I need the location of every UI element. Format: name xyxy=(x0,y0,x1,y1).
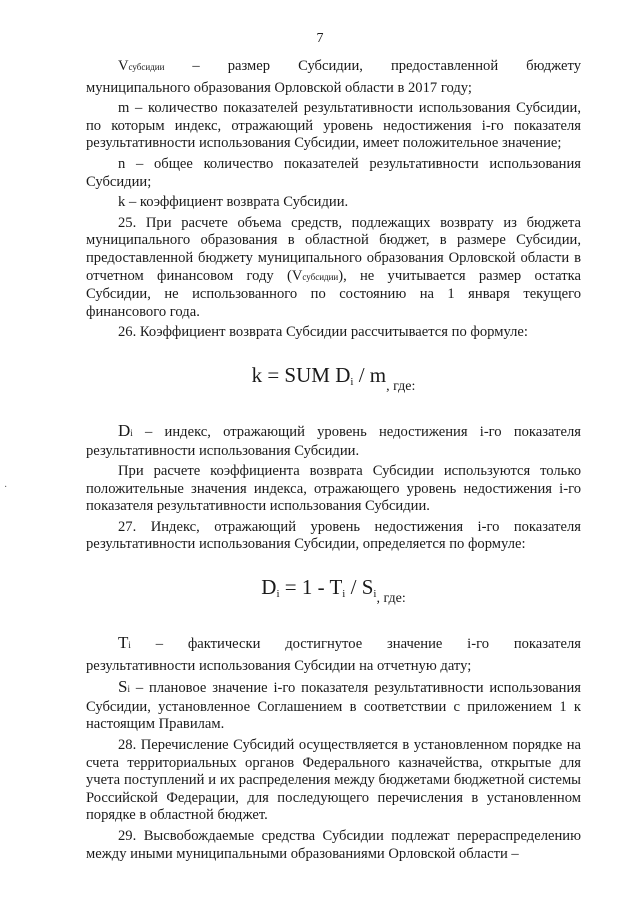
symbol-t-subscript: i xyxy=(128,640,131,651)
paragraph-positive-values: При расчете коэффициента возврата Субсидии используются только положительные значения индекса, отражающего уровень недостижения i-го показателя результативности использования Субсидии. xyxy=(86,463,581,515)
symbol-n: n xyxy=(118,155,126,172)
paragraph-25-subscript: субсидии xyxy=(302,271,339,282)
symbol-s-subscript: i xyxy=(127,684,130,695)
paragraph-25-before: 25. При расчете объема средств, подлежащих возврату из бюджета муниципального образования в областной бюджет, в размере Субсидии, предоставленной бюджету муниципального образования Орловской области в отчетном финансовом году (V xyxy=(86,214,581,284)
definition-di-text: – индекс, отражающий уровень недостижения i-го показателя результативности использования Субсидии. xyxy=(86,423,581,459)
definition-k xyxy=(86,194,581,212)
formula2-s-index: i xyxy=(373,588,377,601)
definition-v-text: – размер Субсидии, предоставленной бюджету xyxy=(192,58,581,74)
formula2-slash: / S xyxy=(345,575,374,600)
definition-m-text: – количество показателей результативности использования Субсидии, по которым индекс, отражающий уровень недостижения i-го показателя результативности использования Субсидии, имеет положительное значение; xyxy=(86,100,581,152)
formula1-index: i xyxy=(350,375,354,388)
page-number: 7 xyxy=(316,31,324,46)
definition-k-text: – коэффициент возврата Субсидии. xyxy=(128,194,349,211)
definition-n-text: – общее количество показателей результативности использования Субсидии; xyxy=(86,155,581,190)
formula-return-coefficient xyxy=(86,362,581,400)
definition-n xyxy=(86,156,581,191)
definition-ti-rest: результативности использования Субсидии на отчетную дату; xyxy=(86,657,472,674)
symbol-k: k xyxy=(118,194,126,211)
paragraph-25 xyxy=(86,215,581,322)
paragraph-28: 28. Перечисление Субсидий осуществляется в установленном порядке на счета территориальных органов Федерального казначейства, открытые для учета поступлений и их распределения между бюджетами бюджетной системы Российской Федерации, для последующего перечисления в установленном порядке в областной бюджет. xyxy=(86,737,581,824)
symbol-t: T xyxy=(118,633,129,653)
formula-index xyxy=(86,574,581,612)
symbol-s: S xyxy=(118,677,128,697)
formula2-t-index: i xyxy=(342,588,346,601)
formula2-mid: = 1 - T xyxy=(279,575,343,600)
paragraph-26: 26. Коэффициент возврата Субсидии рассчитывается по формуле: xyxy=(118,324,528,341)
definition-si-text: – плановое значение i-го показателя результативности использования Субсидии, установленное Соглашением в соответствии с приложением 1 к настоящим Правилам. xyxy=(86,680,581,733)
symbol-d: D xyxy=(118,420,131,440)
formula2-d: D xyxy=(261,575,277,600)
formula1-suffix: , где: xyxy=(386,378,416,394)
symbol-v: V xyxy=(118,58,129,74)
definition-ti-text: – фактически достигнутое значение i-го показателя xyxy=(155,636,581,653)
margin-mark: · xyxy=(4,482,8,493)
definition-v-rest: муниципального образования Орловской области в 2017 году; xyxy=(86,79,472,96)
definition-si xyxy=(86,678,581,734)
definition-ti-first xyxy=(86,634,581,655)
paragraph-25-after: ), не учитывается размер остатка Субсидии, не использованного по состоянию на 1 января текущего финансового года. xyxy=(86,267,581,320)
definition-v-first xyxy=(86,58,581,77)
formula1-rhs: / m xyxy=(353,362,387,387)
symbol-m: m xyxy=(118,100,130,117)
symbol-v-subscript: субсидии xyxy=(128,62,165,72)
formula2-d-index: i xyxy=(276,588,280,601)
formula2-suffix: , где: xyxy=(376,591,406,607)
formula1-lhs: k = SUM D xyxy=(251,362,351,387)
document-body xyxy=(86,58,581,866)
paragraph-27: 27. Индекс, отражающий уровень недостижения i-го показателя результативности использования Субсидии, определяется по формуле: xyxy=(86,518,581,553)
definition-di xyxy=(86,422,581,460)
paragraph-29: 29. Высвобождаемые средства Субсидии подлежат перераспределению между иными муниципальными образованиями Орловской области – xyxy=(86,828,581,862)
symbol-d-subscript: i xyxy=(130,427,133,438)
definition-m xyxy=(86,100,581,153)
